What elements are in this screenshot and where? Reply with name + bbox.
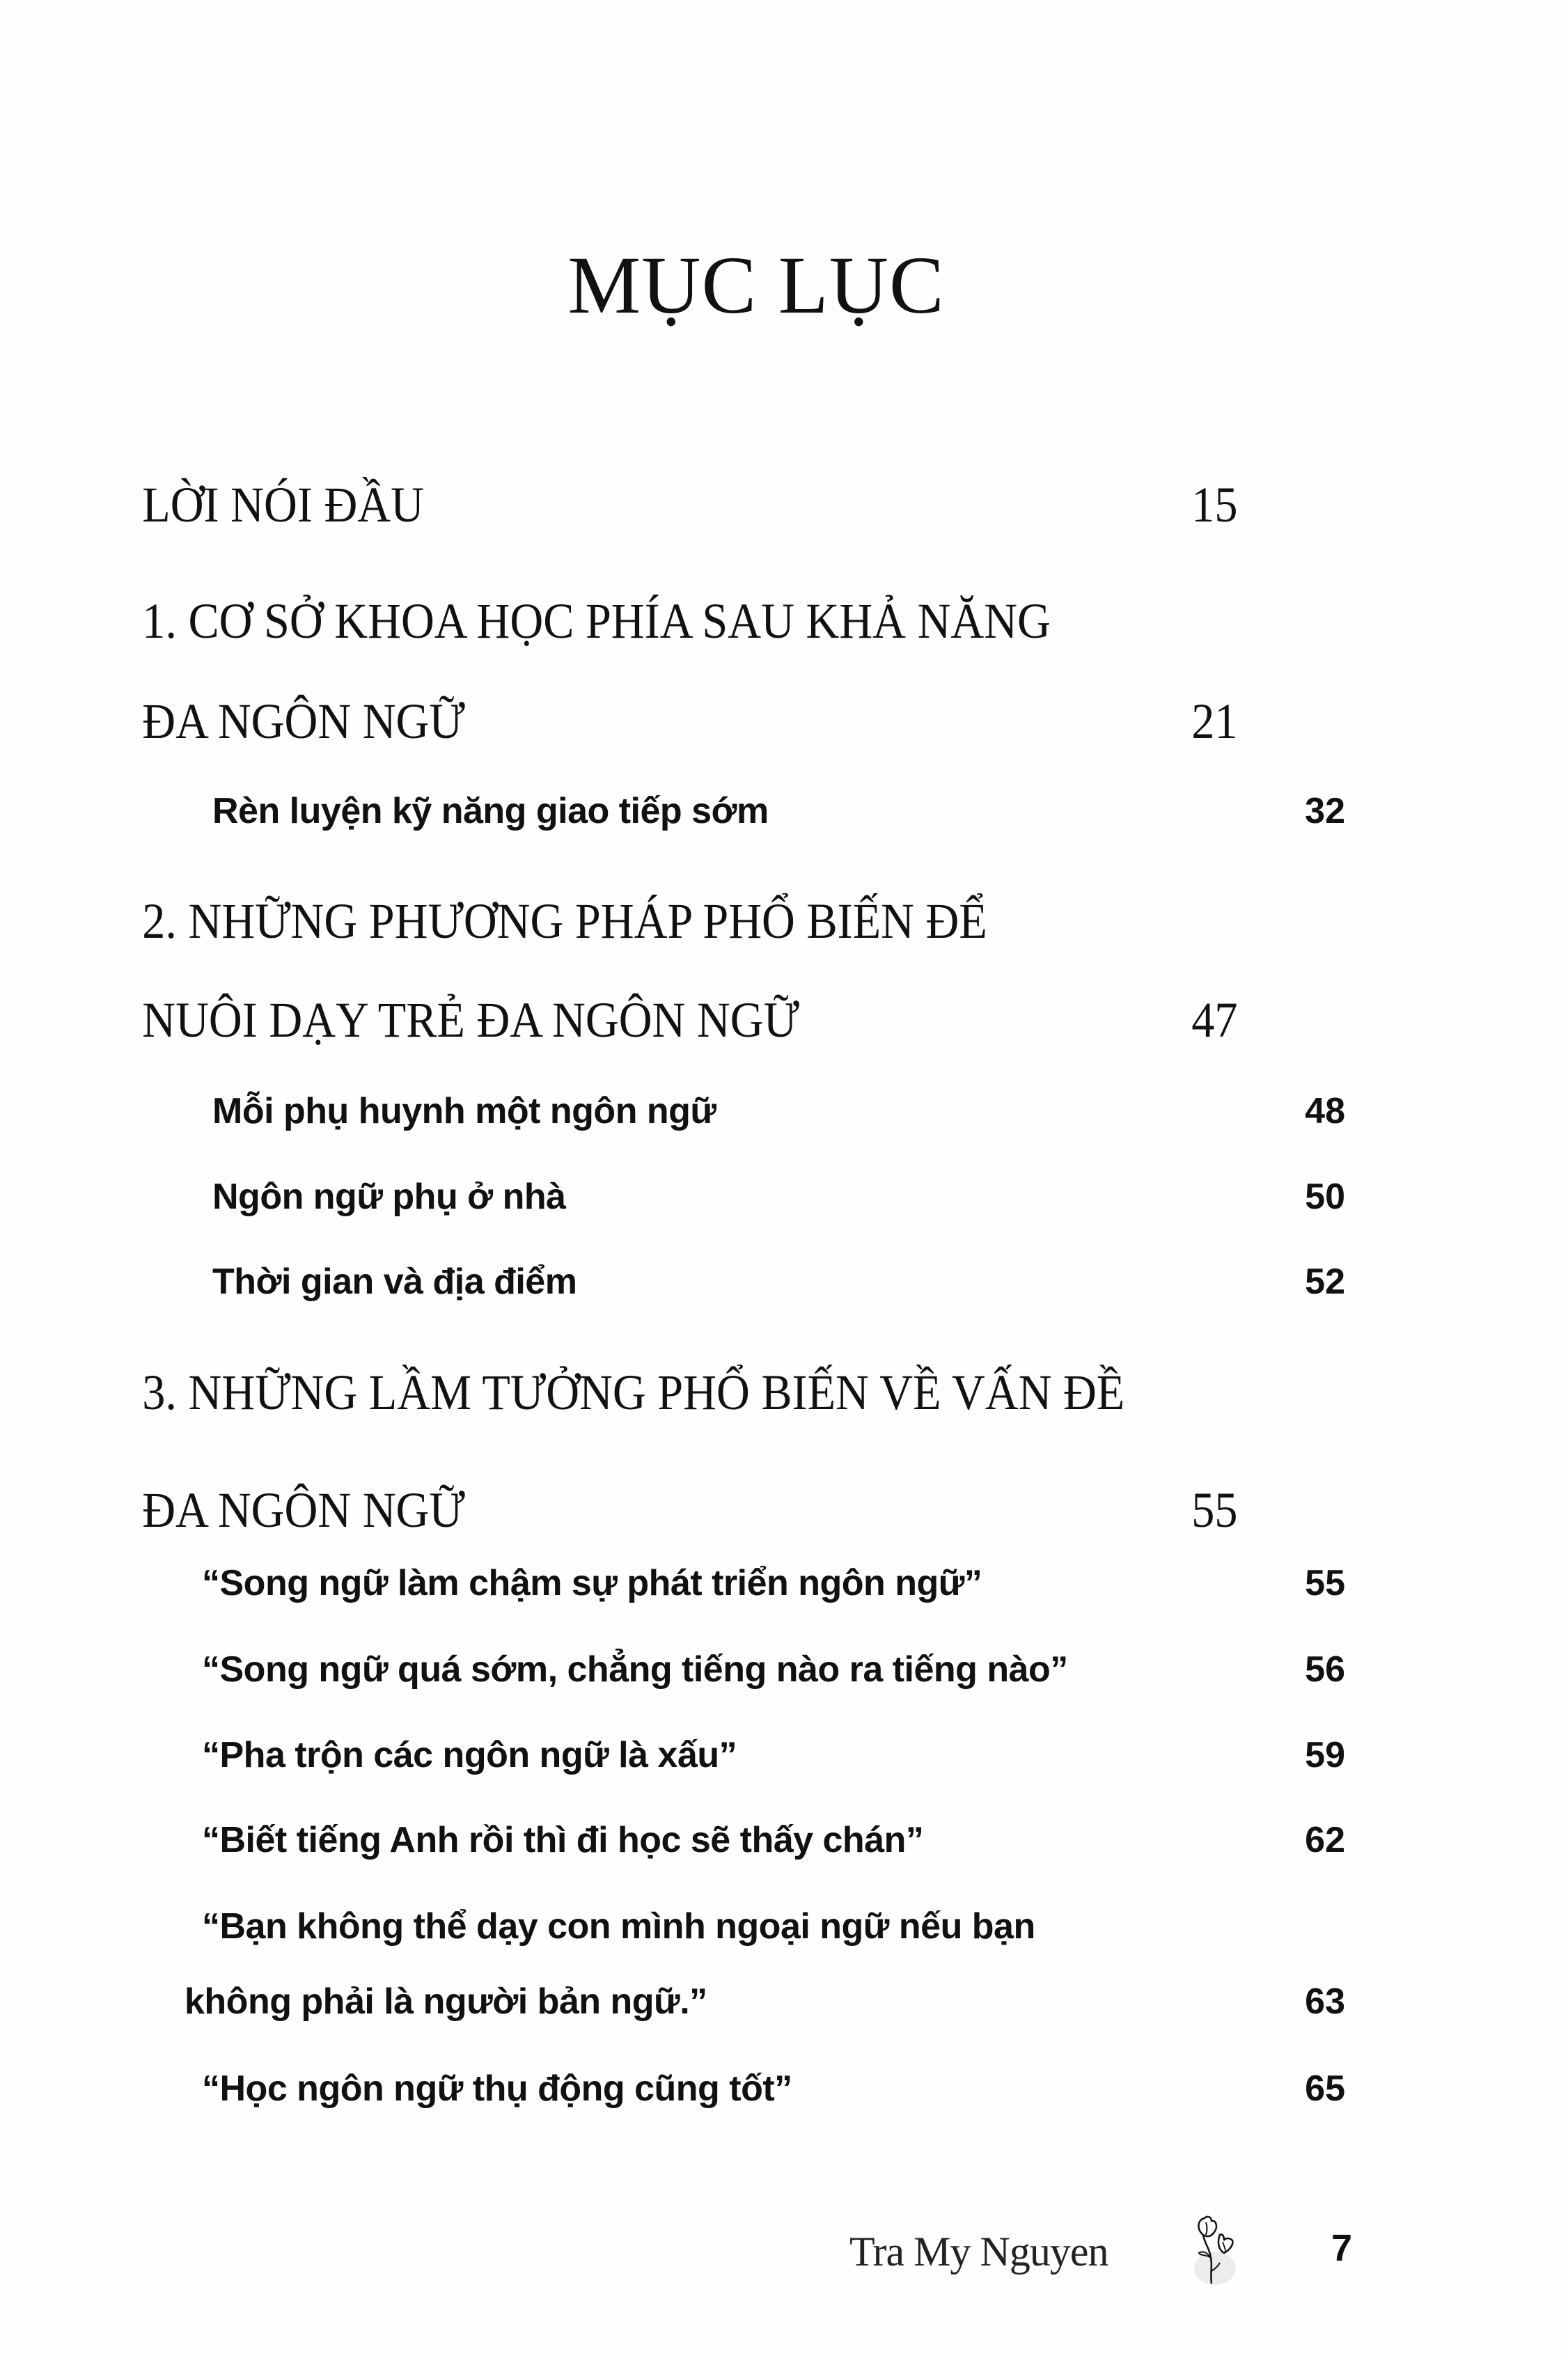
toc-entry-page: 63	[1305, 1981, 1345, 2022]
toc-entry-page: 47	[1191, 992, 1238, 1048]
toc-entry-title: “Pha trộn các ngôn ngữ là xấu”	[202, 1735, 737, 1775]
flower-icon	[1184, 2214, 1246, 2291]
page-title: MỤC LỤC	[567, 239, 945, 331]
toc-entry-title: Ngôn ngữ phụ ở nhà	[212, 1177, 566, 1217]
toc-entry	[0, 1638, 1345, 1701]
toc-entry	[0, 1165, 1345, 1228]
toc-entry-title: 2. NHỮNG PHƯƠNG PHÁP PHỔ BIẾN ĐỂ	[142, 893, 987, 949]
toc-entry-title: NUÔI DẠY TRẺ ĐA NGÔN NGỮ	[142, 992, 800, 1048]
toc-entry-page: 21	[1191, 693, 1238, 749]
toc-entry-page: 55	[1305, 1563, 1345, 1603]
toc-entry-title: “Biết tiếng Anh rồi thì đi học sẽ thấy chán”	[202, 1820, 924, 1860]
toc-entry-title: 3. NHỮNG LẦM TƯỞNG PHỔ BIẾN VỀ VẤN ĐỀ	[142, 1365, 1125, 1420]
toc-entry	[0, 590, 1237, 652]
toc-entry	[0, 1970, 1345, 2033]
toc-entry-page: 62	[1305, 1820, 1345, 1860]
toc-entry-title: “Song ngữ làm chậm sự phát triển ngôn ngữ”	[202, 1563, 982, 1603]
toc-entry	[0, 1552, 1345, 1615]
toc-entry-title: Rèn luyện kỹ năng giao tiếp sớm	[212, 791, 769, 831]
toc-entry	[0, 989, 1237, 1051]
toc-entry-title: “Song ngữ quá sớm, chẳng tiếng nào ra tiếng nào”	[202, 1649, 1068, 1690]
toc-entry	[0, 1361, 1237, 1424]
toc-entry-title: “Học ngôn ngữ thụ động cũng tốt”	[202, 2068, 792, 2109]
toc-entry-title: ĐA NGÔN NGỮ	[142, 693, 465, 749]
toc-entry-page: 50	[1305, 1177, 1345, 1217]
toc-entry-page: 52	[1305, 1262, 1345, 1302]
toc-entry	[0, 2057, 1345, 2120]
toc-entry	[0, 1250, 1345, 1313]
toc-entry-title: LỜI NÓI ĐẦU	[142, 477, 424, 533]
toc-entry-title: 1. CƠ SỞ KHOA HỌC PHÍA SAU KHẢ NĂNG	[142, 593, 1051, 649]
toc-entry	[0, 890, 1237, 952]
toc-entry	[0, 1080, 1345, 1142]
toc-entry	[0, 1895, 1345, 1958]
toc-entry	[0, 690, 1237, 753]
toc-entry-title: Mỗi phụ huynh một ngôn ngữ	[212, 1091, 716, 1131]
toc-entry-page: 59	[1305, 1735, 1345, 1775]
page-footer	[0, 2214, 1568, 2291]
toc-entry	[0, 1724, 1345, 1786]
toc-entry	[0, 1479, 1237, 1541]
toc-entry-page: 56	[1305, 1649, 1345, 1690]
toc-entry	[0, 473, 1237, 536]
toc-entry-title: “Bạn không thể dạy con mình ngoại ngữ nếu bạn	[202, 1906, 1035, 1947]
toc-entry-page: 65	[1305, 2068, 1345, 2109]
toc-entry-title: Thời gian và địa điểm	[212, 1262, 577, 1302]
toc-entry	[0, 1809, 1345, 1871]
toc-entry-title: không phải là người bản ngữ.”	[185, 1981, 707, 2022]
toc-entry-page: 55	[1191, 1482, 1238, 1538]
toc-entry-page: 15	[1191, 477, 1238, 533]
toc-entry	[0, 780, 1345, 842]
toc-entry-page: 32	[1305, 791, 1345, 831]
page-number: 7	[1331, 2227, 1353, 2269]
toc-entry-page: 48	[1305, 1091, 1345, 1131]
footer-author: Tra My Nguyen	[849, 2229, 1108, 2275]
toc-entry-title: ĐA NGÔN NGỮ	[142, 1482, 465, 1538]
